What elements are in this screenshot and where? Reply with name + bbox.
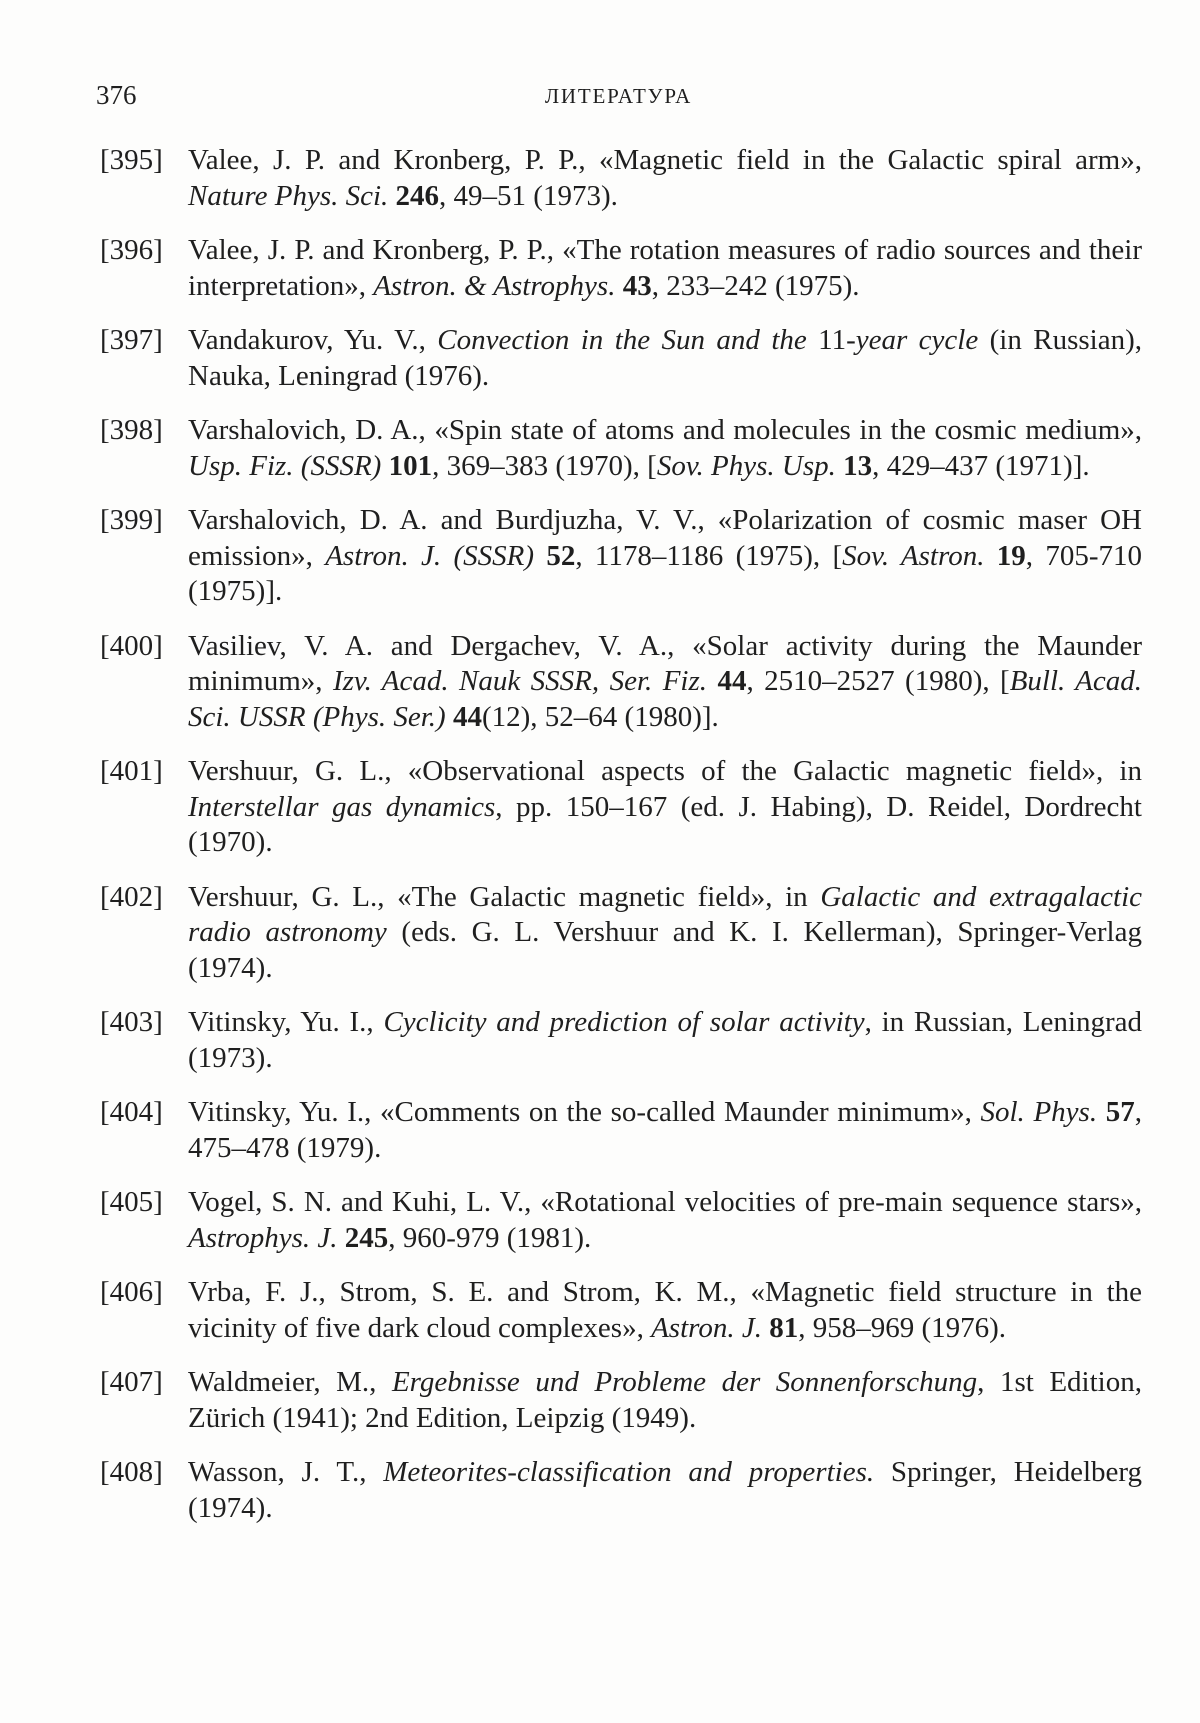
- reference-text-part: , 705-710 (1975)].: [188, 539, 1143, 607]
- reference-text-part: 43: [622, 269, 652, 302]
- reference-text-part: [534, 540, 546, 572]
- reference-number: [401]: [100, 755, 163, 787]
- reference-text-part: , 233–242 (1975).: [651, 269, 860, 302]
- reference-text-part: [446, 701, 453, 733]
- reference-text-part: , 960-979 (1981).: [388, 1221, 592, 1254]
- page-number: 376: [96, 80, 137, 110]
- reference-text-part: Convection in the Sun and the: [437, 324, 819, 356]
- reference-text-part: Waldmeier, M.,: [188, 1366, 392, 1398]
- reference-text-part: Vogel, S. N. and Kuhi, L. V., «Rotational velocities of pre-main sequence stars»,: [188, 1186, 1142, 1218]
- reference-text-part: 246: [395, 179, 440, 212]
- reference-item: [100, 1455, 1142, 1526]
- reference-text-part: Usp. Fiz. (SSSR): [188, 449, 382, 482]
- running-head: ЛИТЕРАТУРА: [544, 84, 693, 108]
- reference-text-part: [388, 180, 395, 212]
- reference-text: [188, 755, 1142, 858]
- reference-text-part: [338, 1222, 345, 1254]
- reference-text-part: Interstellar gas dynamics: [188, 790, 496, 823]
- reference-item: [100, 1365, 1142, 1436]
- reference-text-part: Sol. Phys.: [980, 1096, 1098, 1128]
- reference-text-part: Astron. & Astrophys.: [373, 269, 616, 302]
- reference-number: [405]: [100, 1186, 163, 1218]
- reference-text-part: , in Russian, Leningrad (1973).: [188, 1006, 1142, 1074]
- reference-text: [188, 144, 1142, 212]
- reference-text: [188, 1456, 1142, 1524]
- reference-text-part: -year cycle: [846, 324, 979, 356]
- reference-number: [399]: [100, 504, 163, 536]
- reference-text-part: , pp. 150–167 (ed. J. Habing), D. Reidel, Dordrecht (1970).: [188, 790, 1142, 858]
- reference-text-part: 101: [388, 449, 433, 482]
- reference-text: [188, 414, 1142, 482]
- reference-text: [188, 1186, 1142, 1254]
- reference-text-part: 44: [452, 700, 482, 733]
- reference-text-part: 19: [996, 539, 1026, 572]
- reference-text-part: Wasson, J. T.,: [188, 1456, 384, 1488]
- reference-number: [408]: [100, 1456, 163, 1488]
- reference-text: [188, 324, 1142, 392]
- reference-text-part: Vandakurov, Yu. V.,: [188, 324, 438, 356]
- reference-text-part: Valee, J. P. and Kronberg, P. P., «Magnetic field in the Galactic spiral arm»,: [188, 144, 1142, 176]
- reference-text-part: (in Russian), Nauka, Leningrad (1976).: [188, 324, 1142, 392]
- reference-text-part: Varshalovich, D. A. and Burdjuzha, V. V., «Polarization of cosmic maser OH emission»,: [188, 504, 1142, 572]
- reference-number: [395]: [100, 144, 163, 176]
- reference-text-part: Galactic and extragalactic radio astronomy: [188, 880, 1143, 948]
- reference-list: [100, 143, 1142, 1545]
- reference-text-part: 57: [1105, 1096, 1135, 1128]
- reference-text-part: [615, 270, 622, 302]
- reference-text-part: 13: [843, 449, 873, 482]
- reference-item: [100, 1185, 1142, 1256]
- reference-text-part: , 2510–2527 (1980), [: [746, 665, 1010, 697]
- reference-text-part: Astrophys. J.: [188, 1221, 338, 1254]
- reference-item: [100, 233, 1142, 304]
- reference-item: [100, 1275, 1142, 1346]
- reference-item: [100, 413, 1142, 484]
- reference-text-part: Astron. J.: [651, 1311, 762, 1344]
- reference-text: [188, 630, 1142, 733]
- reference-text-part: , 49–51 (1973).: [439, 179, 618, 212]
- reference-text-part: Bull. Acad. Sci. USSR (Phys. Ser.): [188, 665, 1143, 733]
- reference-text-part: [381, 450, 388, 482]
- reference-text-part: 81: [769, 1311, 799, 1344]
- page-header: [96, 78, 1141, 112]
- reference-text-part: Cyclicity and prediction of solar activity: [383, 1006, 865, 1038]
- reference-text-part: Astron. J. (SSSR): [325, 539, 535, 572]
- reference-text: [188, 1006, 1142, 1074]
- reference-text-part: Valee, J. P. and Kronberg, P. P., «The rotation measures of radio sources and their interpretation»,: [188, 234, 1142, 302]
- reference-item: [100, 754, 1142, 861]
- reference-text-part: Vitinsky, Yu. I., «Comments on the so-called Maunder minimum»,: [188, 1096, 981, 1128]
- reference-text-part: Izv. Acad. Nauk SSSR, Ser. Fiz.: [332, 665, 707, 697]
- reference-text-part: 11: [818, 324, 847, 356]
- reference-item: [100, 323, 1142, 394]
- reference-text: [188, 504, 1142, 607]
- reference-number: [397]: [100, 324, 163, 356]
- reference-text-part: Vasiliev, V. A. and Dergachev, V. A., «Solar activity during the Maunder minimum»,: [188, 629, 1142, 697]
- reference-item: [100, 629, 1142, 736]
- reference-number: [406]: [100, 1276, 163, 1308]
- reference-text-part: Meteorites-classification and properties.: [383, 1456, 875, 1488]
- reference-text-part: Varshalovich, D. A., «Spin state of atoms and molecules in the cosmic medium»,: [188, 414, 1142, 446]
- reference-text: [188, 1276, 1142, 1344]
- reference-text-part: , 958–969 (1976).: [798, 1311, 1007, 1344]
- reference-text-part: (eds. G. L. Vershuur and K. I. Kellerman), Springer-Verlag (1974).: [188, 916, 1142, 984]
- reference-text: [188, 881, 1142, 984]
- reference-text: [188, 234, 1142, 302]
- reference-text-part: , 1178–1186 (1975), [: [575, 539, 843, 572]
- reference-text-part: (12), 52–64 (1980)].: [481, 700, 719, 733]
- reference-text-part: 245: [344, 1221, 389, 1254]
- reference-item: [100, 880, 1142, 987]
- reference-text-part: , 369–383 (1970), [: [432, 449, 657, 482]
- reference-text-part: Sov. Astron.: [842, 539, 985, 572]
- reference-text-part: [707, 665, 717, 697]
- reference-item: [100, 143, 1142, 214]
- reference-number: [407]: [100, 1366, 163, 1398]
- reference-text-part: 44: [717, 665, 747, 697]
- reference-number: [403]: [100, 1006, 163, 1038]
- reference-text-part: , 475–478 (1979).: [188, 1096, 1143, 1164]
- reference-number: [400]: [100, 629, 163, 662]
- reference-text-part: Ergebnisse und Probleme der Sonnenforschung: [391, 1366, 978, 1398]
- reference-text-part: Vitinsky, Yu. I.,: [188, 1006, 384, 1038]
- reference-text-part: Nature Phys. Sci.: [188, 179, 389, 212]
- reference-text: [188, 1366, 1142, 1434]
- reference-text-part: [1097, 1096, 1106, 1128]
- reference-text-part: Sov. Phys. Usp.: [656, 449, 836, 482]
- reference-text-part: Vershuur, G. L., «The Galactic magnetic field», in: [188, 880, 821, 913]
- reference-item: [100, 1005, 1142, 1076]
- reference-number: [398]: [100, 414, 163, 446]
- reference-text-part: Vrba, F. J., Strom, S. E. and Strom, K. M., «Magnetic field structure in the vicinity of five dark cloud complexes»,: [188, 1276, 1142, 1344]
- reference-text-part: 52: [546, 539, 576, 572]
- reference-text-part: , 429–437 (1971)].: [872, 449, 1090, 482]
- reference-text-part: Springer, Heidelberg (1974).: [188, 1456, 1142, 1524]
- reference-number: [402]: [100, 880, 163, 913]
- reference-text: [188, 1096, 1142, 1164]
- reference-number: [404]: [100, 1096, 163, 1128]
- reference-item: [100, 503, 1142, 610]
- reference-text-part: Vershuur, G. L., «Observational aspects of the Galactic magnetic field», in: [188, 755, 1142, 787]
- reference-item: [100, 1095, 1142, 1166]
- reference-text-part: [984, 540, 996, 572]
- reference-text-part: , 1st Edition, Zürich (1941); 2nd Edition, Leipzig (1949).: [188, 1366, 1142, 1434]
- reference-number: [396]: [100, 234, 163, 266]
